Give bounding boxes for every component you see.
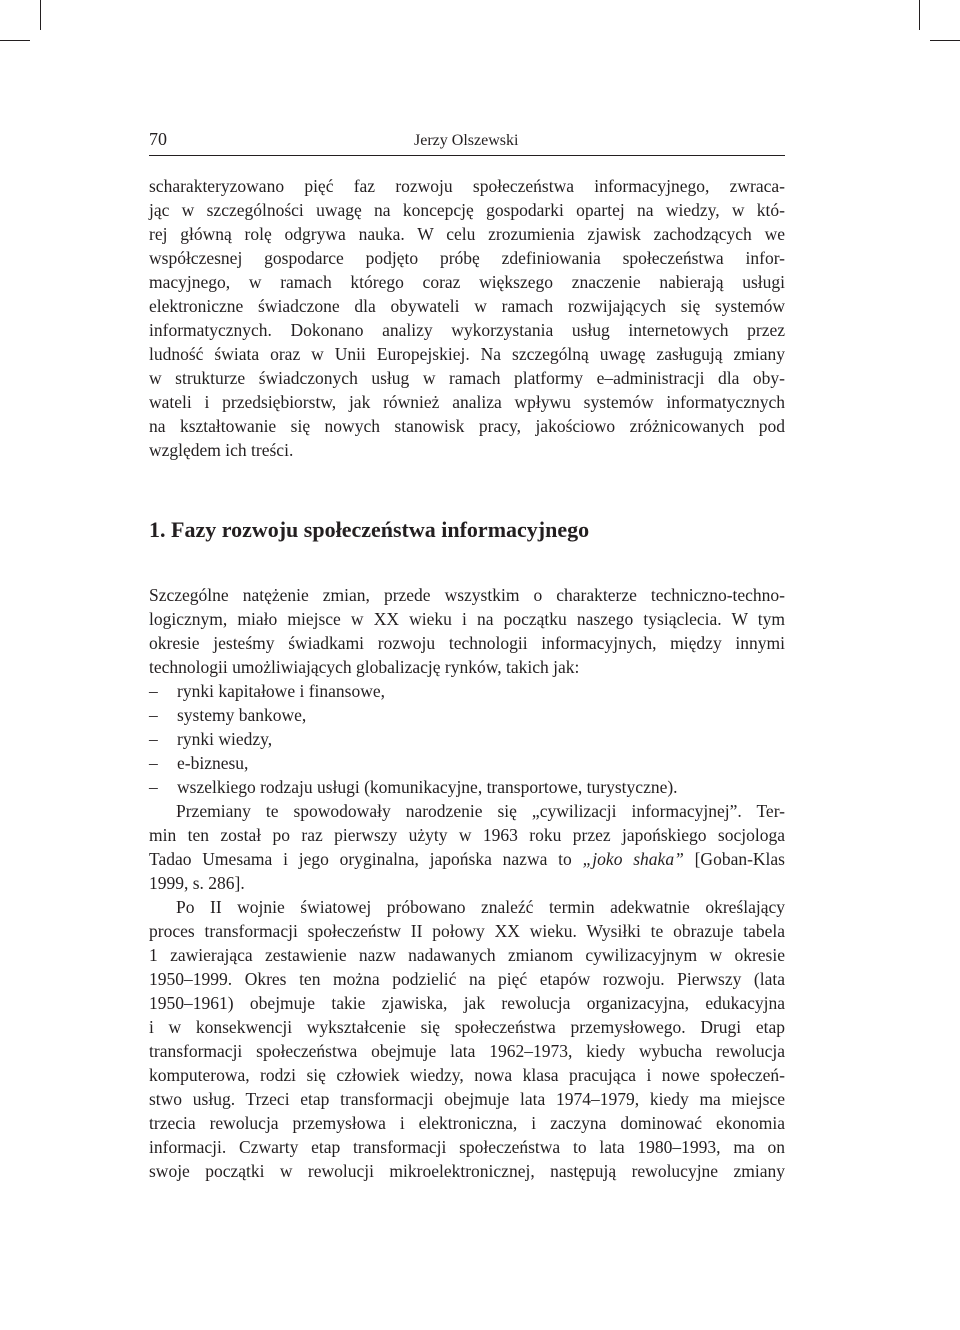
dash-list (149, 679, 785, 799)
text-line: transformacji społeczeństwa obejmuje lata 1962–1973, kiedy wybucha rewolucja (149, 1041, 785, 1061)
text-line: wateli i przedsiębiorstw, jak również analiza wpływu systemów informatycznych (149, 392, 785, 412)
list-item-text: rynki wiedzy, (177, 729, 273, 749)
text-line: jąc w szczególności uwagę na koncepcję gospodarki opartej na wiedzy, w któ- (149, 200, 785, 220)
crop-mark (40, 0, 41, 30)
text-line: 1 zawierająca zestawienie nazw nadawanych zmianom cywilizacyjnym w okresie (149, 945, 785, 965)
section-heading: 1. Fazy rozwoju społeczeństwa informacyjnego (149, 517, 590, 542)
list-item (149, 775, 785, 799)
page-header (149, 127, 785, 156)
list-item-text: wszelkiego rodzaju usługi (komunikacyjne, transportowe, turystyczne). (177, 777, 678, 797)
list-dash: – (149, 729, 158, 749)
text-line: informatycznych. Dokonano analizy wykorzystania usług internetowych przez (149, 320, 785, 340)
text-line: macyjnego, w ramach którego coraz większego znaczenie nabierają usługi (149, 272, 785, 292)
list-item (149, 703, 785, 727)
text-line: elektroniczne świadczone dla obywateli w ramach rozwijających się systemów (149, 296, 785, 316)
text-line: trzecia rewolucja przemysłowa i elektroniczna, i zaczyna dominować ekonomia (149, 1113, 785, 1133)
text-line: i w konsekwencji wykształcenie się społeczeństwa przemysłowego. Drugi etap (149, 1017, 785, 1037)
list-item-text: systemy bankowe, (177, 705, 307, 725)
crop-mark (0, 40, 30, 41)
text-line: proces transformacji społeczeństw II połowy XX wieku. Wysiłki te obrazuje tabela (149, 921, 785, 941)
text-line: technologii umożliwiających globalizację rynków, takich jak: (149, 657, 580, 677)
list-item (149, 727, 785, 751)
list-item-text: rynki kapitałowe i finansowe, (177, 681, 386, 701)
text-line: scharakteryzowano pięć faz rozwoju społeczeństwa informacyjnego, zwraca- (149, 176, 785, 196)
text-line: stwo usług. Trzeci etap transformacji obejmuje lata 1974–1979, kiedy ma miejsce (149, 1089, 785, 1109)
text-line: komputerowa, rodzi się człowiek wiedzy, nowa klasa pracująca i nowe społeczeń- (149, 1065, 785, 1085)
list-dash: – (149, 753, 158, 773)
list-dash: – (149, 681, 158, 701)
text-line: 1950–1999. Okres ten można podzielić na pięć etapów rozwoju. Pierwszy (lata (149, 969, 785, 989)
list-dash: – (149, 705, 158, 725)
text-line: rej główną rolę odgrywa nauka. W celu zrozumienia zjawisk zachodzących we (149, 224, 785, 244)
text-span: [Goban-Klas (683, 849, 785, 869)
text-line: informacji. Czwarty etap transformacji społeczeństwa to lata 1980–1993, ma on (149, 1137, 785, 1157)
section-paragraph (149, 799, 785, 895)
text-line: w strukturze świadczonych usług w ramach platformy e–administracji dla oby- (149, 368, 785, 388)
text-line: min ten został po raz pierwszy użyty w 1963 roku przez japońskiego socjologa (149, 825, 785, 845)
crop-mark (930, 40, 960, 41)
text-line: ludność świata oraz w Unii Europejskiej. Na szczególną uwagę zasługują zmiany (149, 344, 785, 364)
section-paragraph (149, 583, 785, 679)
text-line: 1999, s. 286]. (149, 873, 245, 893)
page-number: 70 (149, 129, 167, 149)
text-line: Przemiany te spowodowały narodzenie się „cywilizacji informacyjnej”. Ter- (176, 801, 785, 821)
section-paragraph (149, 895, 785, 1183)
text-line: względem ich treści. (149, 440, 294, 460)
text-line: Po II wojnie światowej próbowano znaleźć termin adekwatnie określający (176, 897, 785, 917)
text-line: Szczególne natężenie zmian, przede wszystkim o charakterze techniczno-techno- (149, 585, 785, 605)
list-item-text: e-biznesu, (177, 753, 249, 773)
text-line: okresie jesteśmy świadkami rozwoju technologii informacyjnych, między innymi (149, 633, 785, 653)
text-line: swoje początki w rewolucji mikroelektronicznej, następują rewolucyjne zmiany (149, 1161, 785, 1181)
crop-mark (919, 0, 920, 30)
text-line: logicznym, miało miejsce w XX wieku i na początku naszego tysiąclecia. W tym (149, 609, 785, 629)
page-body (149, 174, 785, 1183)
text-line: współczesnej gospodarce podjęto próbę zdefiniowania społeczeństwa infor- (149, 248, 785, 268)
list-item (149, 751, 785, 775)
text-line (149, 847, 785, 871)
list-item (149, 679, 785, 703)
list-dash: – (149, 777, 158, 797)
text-span: Tadao Umesama i jego oryginalna, japońska nazwa to (149, 849, 583, 869)
italic-term: „joko shaka” (582, 849, 684, 869)
running-head: Jerzy Olszewski (414, 132, 519, 149)
text-line: 1950–1961) obejmuje takie zjawiska, jak rewolucja organizacyjna, edukacyjna (149, 993, 785, 1013)
intro-paragraph (149, 174, 785, 462)
text-line: na kształtowanie się nowych stanowisk pracy, jakościowo zróżnicowanych pod (149, 416, 785, 436)
